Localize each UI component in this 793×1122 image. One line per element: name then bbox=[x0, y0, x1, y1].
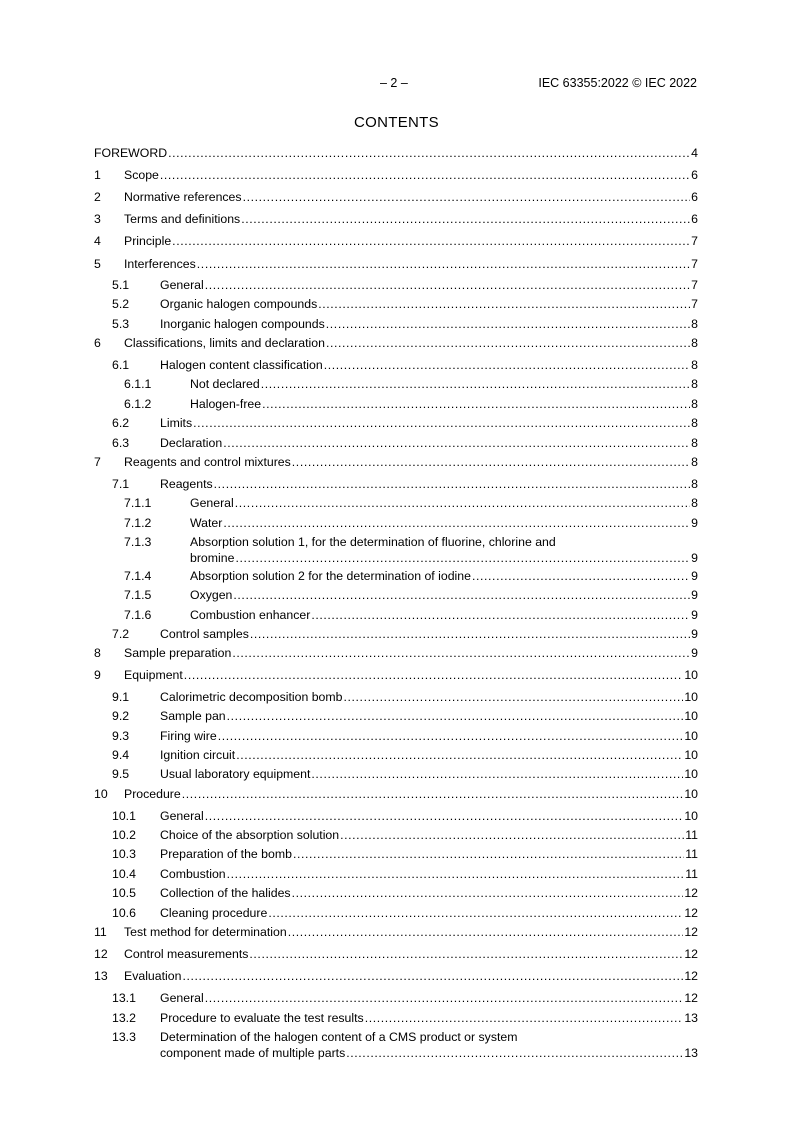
toc-page: 7 bbox=[691, 278, 698, 292]
toc-number: 2 bbox=[94, 190, 101, 204]
toc-entry-7-1-4[interactable] bbox=[94, 568, 698, 584]
toc-entry-9-5[interactable] bbox=[94, 766, 698, 782]
toc-number: 7.1.5 bbox=[124, 588, 152, 602]
toc-page: 7 bbox=[691, 297, 698, 311]
toc-number: 6.3 bbox=[112, 436, 130, 450]
toc-number: 5.1 bbox=[112, 278, 130, 292]
toc-entry-7[interactable] bbox=[94, 454, 698, 470]
toc-label: General bbox=[160, 809, 204, 823]
page-number: – 2 – bbox=[380, 76, 408, 90]
toc-number: 13.2 bbox=[112, 1011, 136, 1025]
toc-entry-7-1[interactable] bbox=[94, 476, 698, 492]
toc-page: 8 bbox=[691, 317, 698, 331]
toc-number: 10.1 bbox=[112, 809, 136, 823]
toc-number: 13.3 bbox=[112, 1030, 136, 1044]
toc-entry-13[interactable] bbox=[94, 968, 698, 984]
toc-page: 10 bbox=[684, 709, 698, 723]
toc-entry-5-1[interactable] bbox=[94, 277, 698, 293]
toc-label: Interferences bbox=[124, 257, 196, 271]
toc-label: Test method for determination bbox=[124, 925, 287, 939]
toc-page: 8 bbox=[691, 416, 698, 430]
toc-label: Absorption solution 2 for the determination of iodine bbox=[190, 569, 471, 583]
toc-page: 12 bbox=[684, 886, 698, 900]
toc-label: Preparation of the bomb bbox=[160, 847, 292, 861]
toc-label: Combustion bbox=[160, 867, 226, 881]
toc-label: Combustion enhancer bbox=[190, 608, 311, 622]
toc-page: 6 bbox=[691, 212, 698, 226]
toc-number: 9.2 bbox=[112, 709, 130, 723]
toc-entry-9-2[interactable] bbox=[94, 708, 698, 724]
toc-number: 7.2 bbox=[112, 627, 130, 641]
toc-page: 10 bbox=[684, 690, 698, 704]
toc-label: Control measurements bbox=[124, 947, 249, 961]
toc-number: 10.4 bbox=[112, 867, 136, 881]
toc-entry-6-1-1[interactable] bbox=[94, 376, 698, 392]
toc-number: 13.1 bbox=[112, 991, 136, 1005]
toc-label: Oxygen bbox=[190, 588, 233, 602]
toc-page: 6 bbox=[691, 190, 698, 204]
toc-label: General bbox=[160, 991, 204, 1005]
toc-page: 13 bbox=[684, 1046, 698, 1060]
toc-page: 12 bbox=[684, 969, 698, 983]
toc-label: Limits bbox=[160, 416, 193, 430]
toc-entry-7-2[interactable] bbox=[94, 626, 698, 642]
toc-entry-10-1[interactable] bbox=[94, 808, 698, 824]
toc-entry-11[interactable] bbox=[94, 924, 698, 940]
toc-number: 7.1 bbox=[112, 477, 130, 491]
toc-label: Inorganic halogen compounds bbox=[160, 317, 325, 331]
toc-page: 9 bbox=[691, 588, 698, 602]
toc-number: 10.5 bbox=[112, 886, 136, 900]
toc-entry-2[interactable] bbox=[94, 189, 698, 205]
toc-number: 4 bbox=[94, 234, 101, 248]
toc-number: 6.1.1 bbox=[124, 377, 152, 391]
toc-entry-10-2[interactable] bbox=[94, 827, 698, 843]
toc-page: 8 bbox=[691, 377, 698, 391]
toc-page: 11 bbox=[685, 847, 698, 861]
toc-label: Water bbox=[190, 516, 223, 530]
toc-number: 13 bbox=[94, 969, 108, 983]
toc-entry-7-1-3[interactable] bbox=[94, 534, 698, 566]
toc-entry-10-6[interactable] bbox=[94, 905, 698, 921]
toc-label: component made of multiple parts bbox=[160, 1046, 346, 1060]
toc-page: 10 bbox=[684, 748, 698, 762]
toc-page: 12 bbox=[684, 947, 698, 961]
toc-entry-5-2[interactable] bbox=[94, 296, 698, 312]
toc-number: 9.3 bbox=[112, 729, 130, 743]
toc-number: 7.1.3 bbox=[124, 535, 152, 549]
toc-entry-6-2[interactable] bbox=[94, 415, 698, 431]
toc-label: Collection of the halides bbox=[160, 886, 291, 900]
toc-label: General bbox=[160, 278, 204, 292]
toc-page: 9 bbox=[691, 608, 698, 622]
toc-page: 10 bbox=[684, 809, 698, 823]
toc-page: 10 bbox=[684, 767, 698, 781]
toc-entry-4[interactable] bbox=[94, 233, 698, 249]
toc-number: 9.5 bbox=[112, 767, 130, 781]
toc-entry-1[interactable] bbox=[94, 167, 698, 183]
toc-number: 9.1 bbox=[112, 690, 130, 704]
toc-number: 7.1.1 bbox=[124, 496, 152, 510]
toc-entry-12[interactable] bbox=[94, 946, 698, 962]
toc-entry-10-3[interactable] bbox=[94, 846, 698, 862]
toc-label: Choice of the absorption solution bbox=[160, 828, 340, 842]
toc-entry-9-4[interactable] bbox=[94, 747, 698, 763]
toc-number: 6.1.2 bbox=[124, 397, 152, 411]
toc-number: 8 bbox=[94, 646, 101, 660]
toc-entry-7-1-5[interactable] bbox=[94, 587, 698, 603]
toc-entry-7-1-6[interactable] bbox=[94, 607, 698, 623]
toc-label: Ignition circuit bbox=[160, 748, 236, 762]
toc-entry-9-1[interactable] bbox=[94, 689, 698, 705]
toc-entry-7-1-1[interactable] bbox=[94, 495, 698, 511]
toc-entry-5[interactable] bbox=[94, 256, 698, 272]
toc-label: Procedure to evaluate the test results bbox=[160, 1011, 364, 1025]
toc-page: 9 bbox=[691, 516, 698, 530]
toc-page: 10 bbox=[684, 729, 698, 743]
toc-label: Cleaning procedure bbox=[160, 906, 268, 920]
toc-page: 11 bbox=[685, 867, 698, 881]
toc-label: Not declared bbox=[190, 377, 260, 391]
toc-entry-6-1[interactable] bbox=[94, 357, 698, 373]
toc-page: 9 bbox=[691, 569, 698, 583]
toc-entry-6[interactable] bbox=[94, 335, 698, 351]
toc-entry-10[interactable] bbox=[94, 786, 698, 802]
toc-page: 8 bbox=[691, 358, 698, 372]
toc-label: FOREWORD bbox=[94, 146, 168, 160]
toc-number: 10.2 bbox=[112, 828, 136, 842]
toc-page: 12 bbox=[684, 925, 698, 939]
toc-entry-7-1-2[interactable] bbox=[94, 515, 698, 531]
toc-entry-13-3[interactable] bbox=[94, 1029, 698, 1061]
toc-label: Scope bbox=[124, 168, 159, 182]
toc-label: Sample preparation bbox=[124, 646, 232, 660]
toc-page: 6 bbox=[691, 168, 698, 182]
toc-label: Declaration bbox=[160, 436, 223, 450]
toc-page: 8 bbox=[691, 455, 698, 469]
toc-number: 6 bbox=[94, 336, 101, 350]
toc-label: Reagents bbox=[160, 477, 213, 491]
toc-number: 7.1.4 bbox=[124, 569, 152, 583]
toc-number: 9 bbox=[94, 668, 101, 682]
toc-label: Usual laboratory equipment bbox=[160, 767, 311, 781]
toc-page: 7 bbox=[691, 234, 698, 248]
toc-label: General bbox=[190, 496, 234, 510]
toc-number: 7.1.6 bbox=[124, 608, 152, 622]
toc-number: 5.2 bbox=[112, 297, 130, 311]
toc-page: 8 bbox=[691, 436, 698, 450]
toc-entry-9-3[interactable] bbox=[94, 728, 698, 744]
toc-label: Normative references bbox=[124, 190, 242, 204]
toc-page: 9 bbox=[691, 627, 698, 641]
toc-number: 11 bbox=[94, 925, 107, 939]
toc-number: 7 bbox=[94, 455, 101, 469]
toc-label: Firing wire bbox=[160, 729, 217, 743]
toc-page: 8 bbox=[691, 477, 698, 491]
toc-label: Evaluation bbox=[124, 969, 182, 983]
toc-entry-10-4[interactable] bbox=[94, 866, 698, 882]
toc-page: 7 bbox=[691, 257, 698, 271]
standard-reference: IEC 63355:2022 © IEC 2022 bbox=[538, 76, 697, 90]
toc-page: 10 bbox=[684, 668, 698, 682]
toc-page: 4 bbox=[691, 146, 698, 160]
toc-number: 3 bbox=[94, 212, 101, 226]
toc-label: Classifications, limits and declaration bbox=[124, 336, 325, 350]
toc-label: Principle bbox=[124, 234, 172, 248]
toc-label: Reagents and control mixtures bbox=[124, 455, 291, 469]
toc-page: 8 bbox=[691, 336, 698, 350]
toc-page: 10 bbox=[684, 787, 698, 801]
toc-number: 6.1 bbox=[112, 358, 130, 372]
toc-page: 12 bbox=[684, 906, 698, 920]
toc-entry-10-5[interactable] bbox=[94, 885, 698, 901]
toc-label: Control samples bbox=[160, 627, 249, 641]
toc-entry-6-1-2[interactable] bbox=[94, 396, 698, 412]
toc-page: 9 bbox=[691, 646, 698, 660]
toc-label: bromine bbox=[190, 551, 235, 565]
toc-number: 7.1.2 bbox=[124, 516, 152, 530]
toc-label: Halogen-free bbox=[190, 397, 262, 411]
toc-label: Equipment bbox=[124, 668, 183, 682]
toc-number: 9.4 bbox=[112, 748, 130, 762]
toc-entry-9[interactable] bbox=[94, 667, 698, 683]
toc-number: 10.6 bbox=[112, 906, 136, 920]
toc-number: 12 bbox=[94, 947, 108, 961]
toc-label: Organic halogen compounds bbox=[160, 297, 318, 311]
toc-label: Calorimetric decomposition bomb bbox=[160, 690, 343, 704]
toc-number: 5 bbox=[94, 257, 101, 271]
toc-page: 9 bbox=[691, 551, 698, 565]
toc-entry-foreword[interactable] bbox=[94, 145, 698, 161]
toc-page: 11 bbox=[685, 828, 698, 842]
toc-page: 13 bbox=[684, 1011, 698, 1025]
toc-entry-5-3[interactable] bbox=[94, 316, 698, 332]
toc-number: 10.3 bbox=[112, 847, 136, 861]
toc-page: 8 bbox=[691, 496, 698, 510]
toc-label: Terms and definitions bbox=[124, 212, 241, 226]
toc-number: 5.3 bbox=[112, 317, 130, 331]
toc-label: Procedure bbox=[124, 787, 181, 801]
toc-number: 10 bbox=[94, 787, 108, 801]
toc-entry-13-1[interactable] bbox=[94, 990, 698, 1006]
toc-label: Sample pan bbox=[160, 709, 226, 723]
toc-number: 1 bbox=[94, 168, 101, 182]
toc-entry-13-2[interactable] bbox=[94, 1010, 698, 1026]
toc-entry-6-3[interactable] bbox=[94, 435, 698, 451]
toc-label-first-line: Determination of the halogen content of a CMS product or system bbox=[160, 1030, 518, 1044]
toc-label: Halogen content classification bbox=[160, 358, 323, 372]
toc-page: 8 bbox=[691, 397, 698, 411]
toc-entry-8[interactable] bbox=[94, 645, 698, 661]
toc-label-first-line: Absorption solution 1, for the determination of fluorine, chlorine and bbox=[190, 535, 556, 549]
toc-page: 12 bbox=[684, 991, 698, 1005]
toc-entry-3[interactable] bbox=[94, 211, 698, 227]
toc-number: 6.2 bbox=[112, 416, 130, 430]
page-title: CONTENTS bbox=[354, 114, 439, 131]
